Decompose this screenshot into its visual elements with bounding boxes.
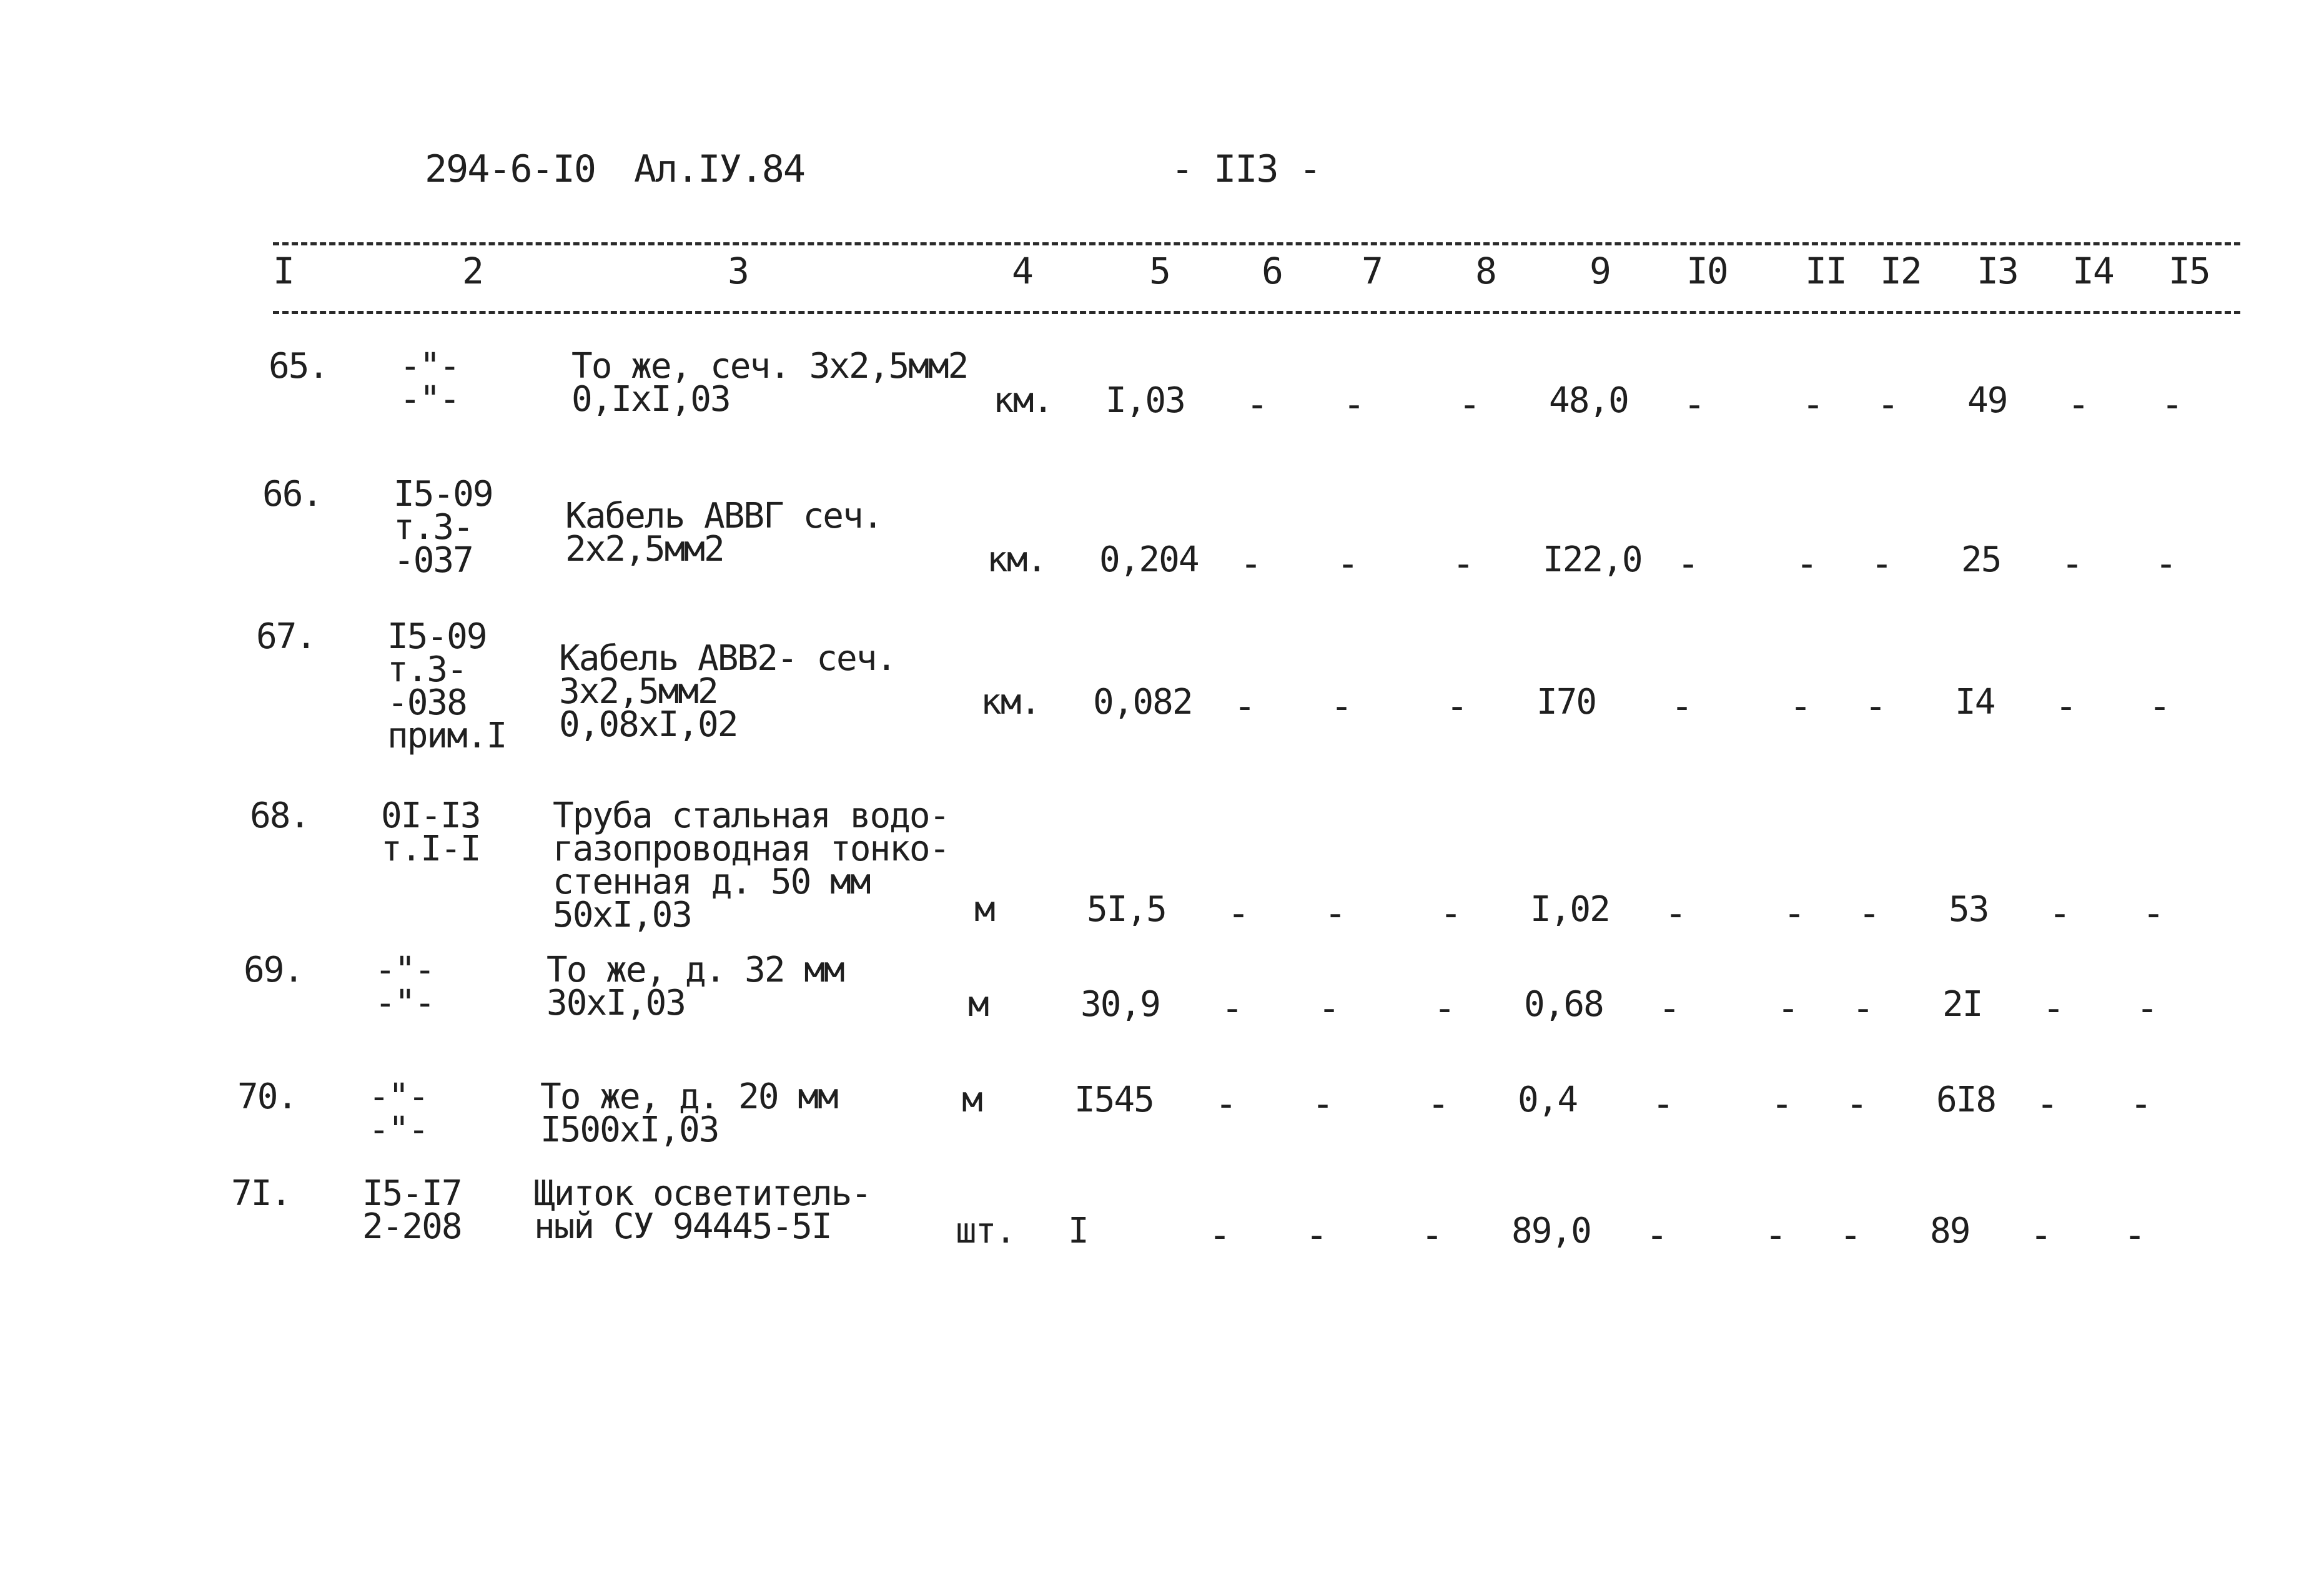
norm-code-line: -"- [368,1110,428,1150]
dash-cell-c14: - [2030,1213,2053,1257]
dash-cell-c10: - [1652,1082,1675,1126]
col-header-2: 2 [462,250,483,292]
album-number: Ал.IУ.84 [634,147,804,191]
norm-code-line: -"- [400,346,460,387]
dash-cell-c14: - [2067,383,2090,426]
price-cell: 0,4 [1518,1080,1578,1120]
norm-code-line: -"- [368,1076,428,1117]
total-cell: 2I [1942,984,1982,1025]
norm-code-line: прим.I [387,716,507,756]
norm-code-line: -038 [387,682,467,723]
price-cell: 48,0 [1549,380,1628,421]
dash-cell-c15: - [2161,383,2184,426]
norm-code-line: т.3- [393,507,473,548]
norm-code-line: -"- [400,379,460,420]
dash-cell-c7: - [1305,1213,1328,1257]
dash-cell-c11: - [1789,684,1812,728]
dash-cell-c6: - [1234,684,1257,728]
col-header-5: 5 [1149,250,1170,292]
dash-cell-c7: - [1324,892,1347,935]
table-top-rule [273,242,2240,245]
dash-cell-c11: - [1802,383,1825,426]
unit-cell: км. [981,682,1041,722]
item-name-line: То же, д. 32 мм [546,950,844,990]
col-header-3: 3 [728,250,748,292]
col-header-9: 9 [1590,250,1610,292]
total-cell: 53 [1949,889,1989,930]
quantity-cell: I,03 [1105,380,1185,421]
col-header-6: 6 [1262,250,1282,292]
col-header-14: I4 [2072,250,2114,292]
total-cell: 25 [1961,539,2001,580]
dash-cell-c10: - [1658,987,1681,1030]
unit-cell: км. [993,380,1053,421]
dash-cell-c14: - [2036,1082,2059,1126]
col-header-7: 7 [1362,250,1382,292]
norm-code-line: I5-09 [393,474,493,515]
dash-cell-c10: - [1683,383,1706,426]
item-name-line: I500хI,03 [540,1110,719,1150]
item-name-line: 0,08хI,02 [559,704,738,745]
dash-cell-c10: - [1677,542,1700,586]
col-header-11: II [1805,250,1846,292]
norm-code-line: т.I-I [381,829,480,869]
dash-cell-c15: - [2130,1082,2153,1126]
price-cell: I70 [1536,682,1596,722]
norm-code-line: -037 [393,540,473,581]
row-number: 65. [269,346,329,387]
dash-cell-c7: - [1343,383,1366,426]
col-header-12: I2 [1880,250,1921,292]
dash-cell-c11: - [1771,1082,1794,1126]
dash-cell-c14: - [2055,684,2078,728]
total-cell: 89 [1930,1211,1970,1251]
dash-cell-c10: - [1664,892,1688,935]
dash-cell-c14: - [2049,892,2072,935]
dash-cell-c14: - [2061,542,2084,586]
col-header-15: I5 [2168,250,2210,292]
dash-cell-c15: - [2124,1213,2147,1257]
row-number: 66. [262,474,322,515]
norm-code-line: 0I-I3 [381,795,480,836]
dash-cell-c14: - [2042,987,2065,1030]
norm-code-line: I5-09 [387,616,487,657]
doc-code: 294-6-I0 [425,147,595,191]
unit-cell: шт. [956,1211,1016,1251]
unit-cell: м [962,1080,982,1120]
total-cell: 6I8 [1936,1080,1996,1120]
quantity-cell: 30,9 [1080,984,1160,1025]
row-number: 70. [237,1076,297,1117]
dash-cell-c15: - [2136,987,2159,1030]
dash-cell-c7: - [1337,542,1360,586]
dash-cell-c11: - [1777,987,1800,1030]
unit-cell: м [968,984,988,1025]
dash-cell-c7: - [1318,987,1341,1030]
unit-cell: км. [987,539,1047,580]
item-name-line: газопроводная тонко- [553,829,949,869]
quantity-cell: 5I,5 [1087,889,1166,930]
dash-cell-c7: - [1312,1082,1335,1126]
dash-cell-c6: - [1227,892,1250,935]
row-number: 68. [250,795,310,836]
dash-cell-c11: - [1796,542,1819,586]
col-header-10: I0 [1686,250,1728,292]
dash-cell-c11: - [1764,1213,1788,1257]
dash-cell-c8: - [1440,892,1463,935]
item-name-line: Труба стальная водо- [553,795,949,836]
dash-cell-c8: - [1427,1082,1450,1126]
col-header-13: I3 [1977,250,2018,292]
dash-cell-c6: - [1215,1082,1238,1126]
dash-cell-c10: - [1646,1213,1669,1257]
price-cell: I22,0 [1543,539,1642,580]
item-name-line: 2х2,5мм2 [565,529,724,569]
item-name-line: То же, д. 20 мм [540,1076,838,1117]
dash-cell-c8: - [1458,383,1481,426]
dash-cell-c8: - [1421,1213,1444,1257]
price-cell: 0,68 [1524,984,1603,1025]
item-name-line: 3х2,5мм2 [559,671,718,712]
price-cell: 89,0 [1511,1211,1591,1251]
norm-code-line: -"- [375,983,435,1023]
page-number: - II3 - [1171,147,1320,191]
item-name-line: Кабель АВВ2- сеч. [559,638,896,679]
dash-cell-c12: - [1852,987,1875,1030]
item-name-line: Кабель АВВГ сеч. [565,496,883,536]
table-header-rule [273,311,2240,314]
unit-cell: м [974,889,994,930]
col-header-4: 4 [1012,250,1032,292]
dash-cell-c8: - [1446,684,1469,728]
quantity-cell: I545 [1074,1080,1154,1120]
item-name-line: Щиток осветитель- [534,1173,871,1214]
dash-cell-c6: - [1221,987,1244,1030]
dash-cell-c12: - [1846,1082,1869,1126]
dash-cell-c10: - [1671,684,1694,728]
dash-cell-c8: - [1452,542,1475,586]
dash-cell-c15: - [2142,892,2165,935]
item-name-line: То же, сеч. 3х2,5мм2 [571,346,968,387]
item-name-line: стенная д. 50 мм [553,862,870,902]
dash-cell-c12: - [1871,542,1894,586]
row-number: 7I. [231,1173,291,1214]
dash-cell-c15: - [2148,684,2172,728]
total-cell: 49 [1967,380,2007,421]
quantity-cell: 0,082 [1093,682,1192,722]
dash-cell-c6: - [1209,1213,1232,1257]
row-number: 67. [256,616,316,657]
dash-cell-c12: - [1864,684,1887,728]
dash-cell-c12: - [1858,892,1881,935]
dash-cell-c7: - [1330,684,1353,728]
col-header-8: 8 [1475,250,1496,292]
dash-cell-c12: - [1839,1213,1862,1257]
total-cell: I4 [1955,682,1995,722]
dash-cell-c6: - [1240,542,1263,586]
dash-cell-c11: - [1783,892,1806,935]
row-number: 69. [244,950,304,990]
dash-cell-c15: - [2155,542,2178,586]
col-header-1: I [273,250,294,292]
quantity-cell: I [1068,1211,1088,1251]
item-name-line: 30хI,03 [546,983,686,1023]
norm-code-line: 2-208 [362,1206,462,1247]
dash-cell-c12: - [1877,383,1900,426]
item-name-line: ный СУ 94445-5I [534,1206,831,1247]
dash-cell-c8: - [1433,987,1456,1030]
item-name-line: 0,IхI,03 [571,379,730,420]
price-cell: I,02 [1530,889,1609,930]
quantity-cell: 0,204 [1099,539,1199,580]
item-name-line: 50хI,03 [553,895,692,935]
norm-code-line: I5-I7 [362,1173,462,1214]
norm-code-line: -"- [375,950,435,990]
dash-cell-c6: - [1246,383,1269,426]
norm-code-line: т.3- [387,649,467,690]
